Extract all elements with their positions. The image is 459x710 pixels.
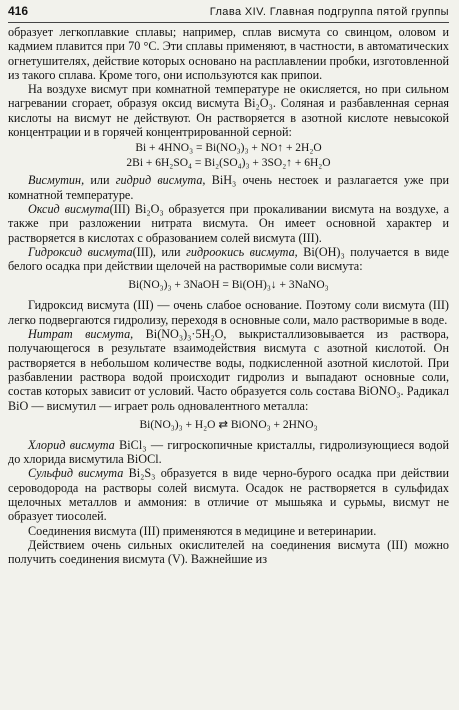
text-sulfide-rest: Bi₂S₃ образуется в виде черно-бурого осадка при действии сероводорода на растворы солей висмута. Осадок не растворяется в сульфидах щелочных металлов и аммония: в отличие от мышьяка и сурьмы, висмут не образует тиосолей.: [8, 466, 449, 524]
text-hydroxide-rest: Bi(OH)₃ получается в виде белого осадка при действии щелочей на растворимые соли висмута:: [8, 244, 449, 274]
term-bismuth-oxide: Оксид висмута: [28, 201, 110, 216]
text-chloride-rest: BiCl₃ — гигроскопичные кристаллы, гидролизующиеся водой до хлорида висмутила BiOCl.: [8, 437, 450, 467]
term-bismuth-chloride: Хлорид висмута: [28, 437, 115, 452]
term-bismuth-hydroxide: Гидроксид висмута: [28, 244, 133, 259]
text-bismuthine-rest: BiH₃ очень нестоек и разлагается уже при комнатной температуре.: [8, 173, 449, 202]
paragraph-sulfide: [8, 466, 449, 523]
term-bismuth-sulfide: Сульфид висмута: [28, 466, 124, 481]
term-bismuth-hydroxide-alt: гидроокись висмута,: [186, 244, 298, 259]
paragraph-bismuthine: [8, 173, 449, 202]
term-bismuthine: Висмутин,: [28, 173, 85, 188]
paragraph-oxidation: На воздухе висмут при комнатной температуре не окисляется, но при сильном нагревании сгорает, образуя оксид висмута Bi₂O₃. Соляная и разбавленная серная кислоты на висмут не действуют. Он растворяется в азотной кислоте невысокой концентрации и в горячей концентрированной серной:: [8, 82, 449, 140]
term-bismuth-hydride: гидрид висмута,: [115, 173, 206, 188]
paragraph-alloys: образует легкоплавкие сплавы; например, сплав висмута со свинцом, оловом и кадмием плавится при 70 °С. Эти сплавы применяют, в частности, в автоматических огнетушителях, действие которых основано на расплавлении пробки, изготовленной из такого сплава. Кроме того, они используются как припои.: [8, 25, 449, 82]
paragraph-hydrolysis: Гидроксид висмута (III) — очень слабое основание. Поэтому соли висмута (III) легко подвергаются гидролизу, переходя в основные соли, мало растворимые в воде.: [8, 298, 449, 327]
text-nitrate-rest: Bi(NO₃)₃·5H₂O, выкристаллизовывается из раствора, получающегося в результате взаимодействия висмута с азотной кислотой. Он растворяется в небольшом количестве воды, подкисленной азотной кислотой. При разбавлении раствора водой происходит гидролиз и выпадают основные соли, состав которых зависит от условий. Часто образуется соль состава BiONO₃. Радикал BiO — висмутил — играет роль одновалентного металла:: [8, 327, 449, 413]
text-or: или: [84, 173, 116, 188]
text-oxide-rest: (III) Bi₂O₃ образуется при прокаливании висмута на воздухе, а также при разложении нитрата висмута. Он имеет основной характер и растворяется в кислотах с образованием солей висмута (III).: [8, 201, 449, 245]
equation-naoh: Bi(NO₃)₃ + 3NaOH = Bi(OH)₃↓ + 3NaNO₃: [128, 279, 329, 292]
paragraph-oxidizers: Действием очень сильных окислителей на соединения висмута (III) можно получить соединения висмута (V). Важнейшие из: [8, 537, 449, 567]
equation-nitric: Bi + 4HNO₃ = Bi(NO₃)₃ + NO↑ + 2H₂O: [135, 142, 322, 155]
text-hydroxide-mid: (III), или: [132, 244, 187, 259]
page-header: [8, 4, 449, 23]
paragraph-nitrate: [8, 327, 449, 413]
paragraph-hydroxide: [8, 245, 449, 274]
paragraph-chloride: [8, 438, 449, 467]
term-bismuth-nitrate: Нитрат висмута,: [28, 327, 134, 342]
chapter-title: Глава XIV. Главная подгруппа пятой группы: [209, 6, 449, 18]
paragraph-oxide: [8, 202, 449, 245]
equation-sulfuric: 2Bi + 6H₂SO₄ = Bi₂(SO₄)₃ + 3SO₂↑ + 6H₂O: [126, 157, 331, 170]
page-number: 416: [8, 4, 29, 18]
paragraph-medicine: Соединения висмута (III) применяются в медицине и ветеринарии.: [28, 523, 377, 538]
equation-bismuthyl: Bi(NO₃)₃ + H₂O ⇄ BiONO₃ + 2HNO₃: [139, 418, 318, 431]
